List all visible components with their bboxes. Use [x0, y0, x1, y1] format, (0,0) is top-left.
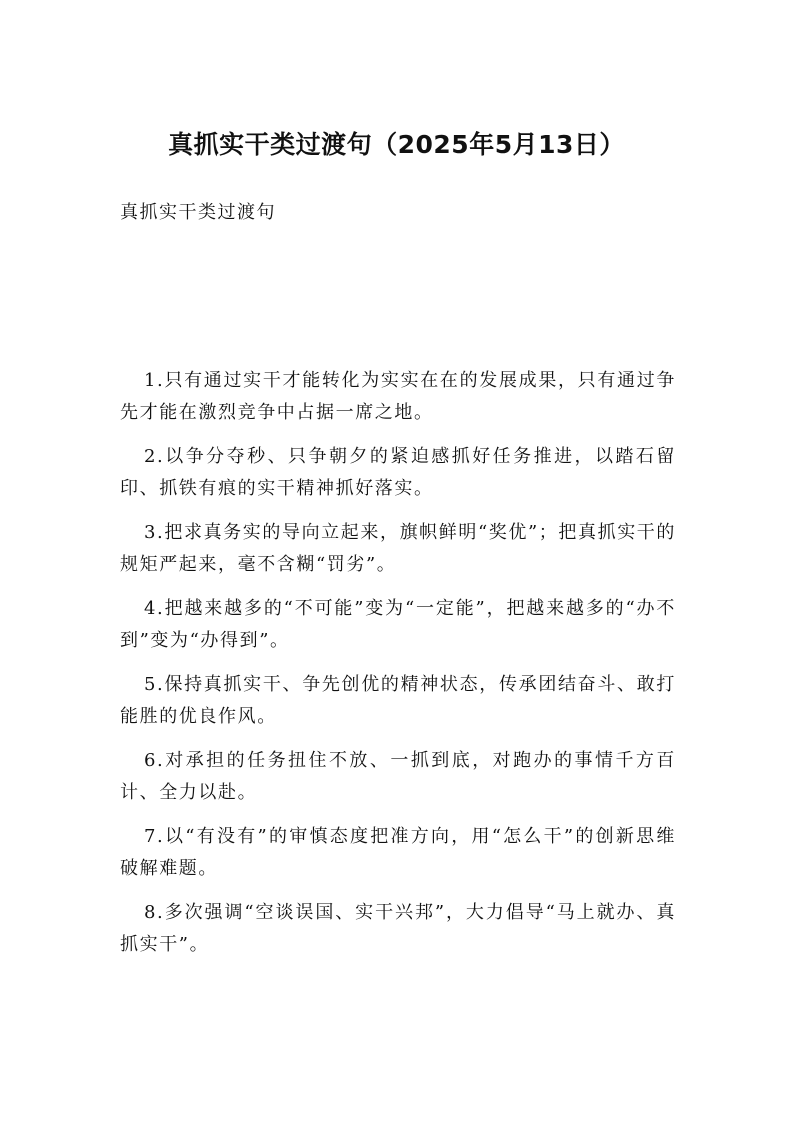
list-item: 7.以“有没有”的审慎态度把准方向，用“怎么干”的创新思维破解难题。 — [120, 826, 676, 879]
list-item: 1.只有通过实干才能转化为实实在在的发展成果，只有通过争先才能在激烈竞争中占据一席之地。 — [120, 370, 676, 423]
list-item: 6.对承担的任务扭住不放、一抓到底，对跑办的事情千方百计、全力以赴。 — [120, 750, 676, 803]
transition-sentence-list — [120, 365, 676, 973]
document-title: 真抓实干类过渡句（2025年5月13日） — [168, 130, 625, 159]
document-subtitle: 真抓实干类过渡句 — [120, 202, 276, 223]
list-item: 2.以争分夺秒、只争朝夕的紧迫感抓好任务推进，以踏石留印、抓铁有痕的实干精神抓好落实。 — [120, 446, 676, 499]
list-item: 5.保持真抓实干、争先创优的精神状态，传承团结奋斗、敢打能胜的优良作风。 — [120, 674, 676, 727]
list-item: 4.把越来越多的“不可能”变为“一定能”，把越来越多的“办不到”变为“办得到”。 — [120, 598, 676, 651]
list-item: 3.把求真务实的导向立起来，旗帜鲜明“奖优”；把真抓实干的规矩严起来，毫不含糊“罚劣”。 — [120, 522, 676, 575]
list-item: 8.多次强调“空谈误国、实干兴邦”，大力倡导“马上就办、真抓实干”。 — [120, 902, 676, 955]
